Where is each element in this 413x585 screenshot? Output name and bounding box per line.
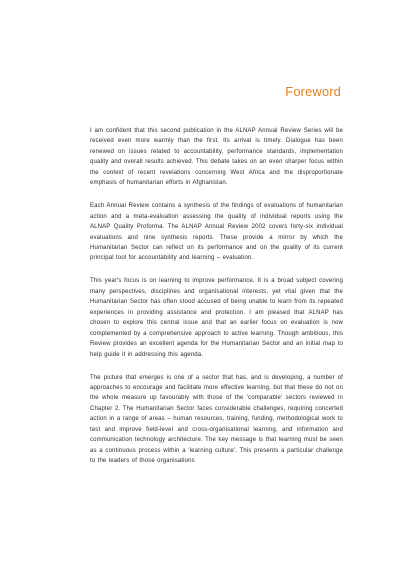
paragraph: Each Annual Review contains a synthesis of the findings of evaluations of humanitarian action and a meta-evaluation assessing the quality of individual reports using the ALNAP Quality Proforma. The ALNAP Annual Review 2002 covers forty-six individual evaluations and nine synthesis reports. These provide a mirror by which the Humanitarian Sector can reflect on its performance and on the quality of its current principal tool for accountability and learning – evaluation.: [90, 203, 343, 262]
paragraph: I am confident that this second publication in the ALNAP Annual Review Series will be received even more warmly than the first. Its arrival is timely. Dialogue has been renewed on issues related to accountability, performance standards, implementation quality and overall results achieved. This debate takes on an even sharper focus within the context of recent revelations concerning West Africa and the disproportionate emphasis of humanitarian efforts in Afghanistan.: [90, 128, 343, 187]
paragraph: The picture that emerges is one of a sector that has, and is developing, a number of approaches to encourage and facilitate more effective learning, but that these do not on the whole measure up favourably with those of the 'comparable' sectors reviewed in Chapter 2. The Humanitarian Sector faces considerable challenges, requiring concerted action in a range of areas – human resources, training, funding, methodological work to test and improve field-level and cross-organisational learning, and information and communication technology architecture. The key message is that learning must be seen as a continuous process within a 'learning culture'. This presents a particular challenge to the leaders of those organisations: [90, 374, 343, 465]
foreword-body: [90, 126, 343, 479]
page-title: Foreword: [285, 84, 341, 99]
paragraph: This year's focus is on learning to improve performance. It is a broad subject covering many perspectives, disciplines and organisational interests, yet vital given that the Humanitarian Sector has often stood accused of being unable to learn from its repeated experiences in providing assistance and protection. I am pleased that ALNAP has chosen to explore this central issue and that an earlier focus on evaluation is now complemented by a comprehensive approach to active learning. Though ambitious, this Review provides an excellent agenda for the Humanitarian Sector and an initial map to help guide it in addressing this agenda.: [90, 278, 343, 358]
